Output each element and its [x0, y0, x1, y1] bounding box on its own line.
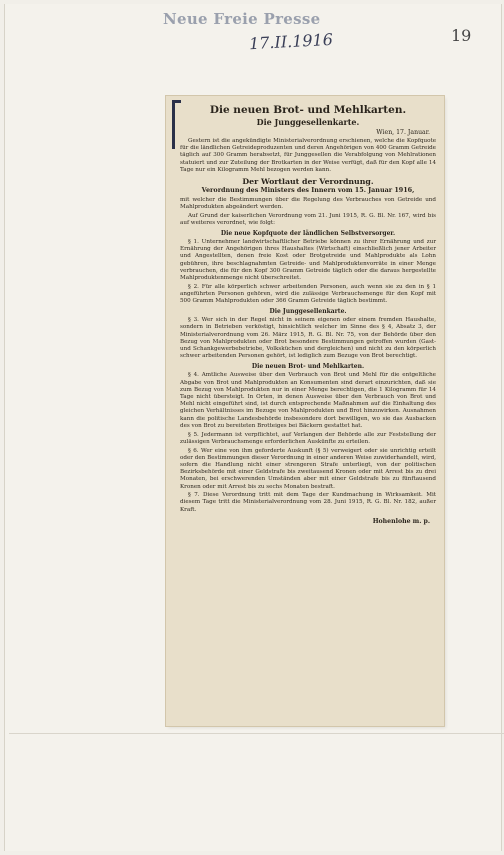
- section-subtitle-verordnung: Verordnung des Ministers des Innern vom 15. Januar 1916,: [201, 186, 415, 195]
- paragraph-legal-basis: Auf Grund der kaiserlichen Verordnung vom 21. Juni 1915, R. G. Bl. Nr. 167, wird bis auf weiteres verordnet, wie folgt:: [180, 212, 436, 226]
- paragraph-section-7: § 7. Diese Verordnung tritt mit dem Tage der Kundmachung in Wirksamkeit. Mit diesem Tage tritt die Ministerialverordnung vom 28. Juni 1915, R. G. Bl. Nr. 182, außer Kraft.: [180, 492, 436, 513]
- paragraph-section-6: § 6. Wer eine von ihm geforderte Auskunft (§ 5) verweigert oder sie unrichtig erteilt oder den Bestimmungen dieser Verordnung in einer anderen Weise zuwiderhandelt, wird, sofern die Handlung nicht einer strengeren Strafe unterliegt, von der politischen Bezirksbehörde mit einer Geldstrafe bis zweitausend Kronen oder mit Arrest bis zu drei Monaten, bei erschwerenden Umständen aber mit einer Geldstrafe bis zu fünftausend Kronen oder mit Arrest bis zu sechs Monaten bestraft.: [180, 447, 436, 490]
- section-title-kopfquote: Die neue Kopfquote der ländlichen Selbstversorger.: [220, 229, 396, 237]
- article-subtitle: Die Junggesellenkarte.: [256, 117, 360, 127]
- newspaper-stamp: Neue Freie Presse: [163, 10, 321, 28]
- clipping-bracket-mark: [172, 100, 181, 149]
- section-title-mehlkarten: Die neuen Brot- und Mehlkarten.: [251, 363, 365, 371]
- article-title: Die neuen Brot- und Mehlkarten.: [209, 104, 407, 116]
- page-number: 19: [451, 26, 472, 45]
- page-fold-line: [9, 733, 504, 734]
- section-title-junggesellenkarte: Die Junggesellenkarte.: [269, 308, 347, 316]
- section-title-wortlaut: Der Wortlaut der Verordnung.: [242, 177, 374, 187]
- article-signature: Hohenlohe m. p.: [372, 517, 430, 525]
- paragraph-section-5: § 5. Jedermann ist verpflichtet, auf Verlangen der Behörde alle zur Feststellung der zulässigen Verbrauchsmenge erforderlichen Auskünfte zu erteilen.: [180, 431, 436, 445]
- article-dateline: Wien, 17. Januar.: [376, 129, 430, 136]
- paragraph-section-4: § 4. Amtliche Ausweise über den Verbrauch von Brot und Mehl für die entgeltliche Abgabe von Brot und Mahlprodukten an Konsumenten sind derart einzurichten, daß sie zum Bezug von Mahlprodukten nur in einer Menge berechtigen, die 1 Kilogramm für 14 Tage nicht übersteigt. In Orten, in denen Ausweise über den Verbrauch von Brot und Mehl nicht eingeführt sind, ist durch entsprechende Maßnahmen auf die Einhaltung des gleichen Verhältnisses im Bezuge von Mahlprodukten und Brot hinzuwirken. Ausnahmen kann die politische Landesbehörde insbesondere dort bewilligen, wo sie das Ausbacken des von Brot zu bereiteten Brotteiges bei Bäckern gestattet hat.: [180, 372, 436, 429]
- article-intro: Gestern ist die angekündigte Ministerialverordnung erschienen, welche die Kopfquote für die ländlichen Getreideproduzenten und deren Angehörigen von 400 Gramm Getreide täglich auf 300 Gramm herabsetzt, für Junggesellen die Verabfolgung von Mehlrationen statuiert und zur Zuteilung der Brotkarten in der Weise verfügt, daß für den Kopf alle 14 Tage nur ein Kilogramm Mehl bezogen werden kann.: [180, 138, 436, 173]
- paragraph-section-1: § 1. Unternehmer landwirtschaftlicher Betriebe können zu ihrer Ernährung und zur Ernährung der Angehörigen ihres Haushaltes (Wirtschaft) einschließlich jener Arbeiter und Angestellten, denen freie Kost oder Brotgetreide und Mahlprodukte als Lohn gebühren, ihre beschlagnahmten Getreide- und Mahlproduktenvorräte in einer Menge verbrauchen, die für den Kopf 300 Gramm Getreide täglich oder die daraus hergestellte Mahlproduktenmenge nicht überschreitet.: [180, 238, 436, 281]
- paragraph-purpose: mit welcher die Bestimmungen über die Regelung des Verbrauches von Getreide und Mahlprodukten abgeändert werden.: [180, 196, 436, 210]
- paragraph-section-3: § 3. Wer sich in der Regel nicht in seinem eigenen oder einem fremden Haushalte, sondern in Betrieben verköstigt, hinsichtlich welcher im Sinne des § 4, Absatz 3, der Ministerialverordnung vom 26. März 1915, R. G. Bl. Nr. 75, von der Behörde über den Bezug von Mahlprodukten oder Brot besondere Bestimmungen getroffen wurden (Gast- und Schankgewerbebetriebe, Volksküchen und dergleichen) und nicht zu den körperlich schwer arbeitenden Personen gehört, ist lediglich zum Bezuge von Brot berechtigt.: [180, 317, 436, 360]
- handwritten-date: 17.II.1916: [248, 29, 334, 54]
- newspaper-clipping: [166, 96, 444, 726]
- paragraph-section-2: § 2. Für alle körperlich schwer arbeitenden Personen, auch wenn sie zu den in § 1 angeführten Personen gehören, wird die zulässige Verbrauchsmenge für den Kopf mit 500 Gramm Mahlprodukten oder 366 Gramm Getreide täglich bestimmt.: [180, 283, 436, 305]
